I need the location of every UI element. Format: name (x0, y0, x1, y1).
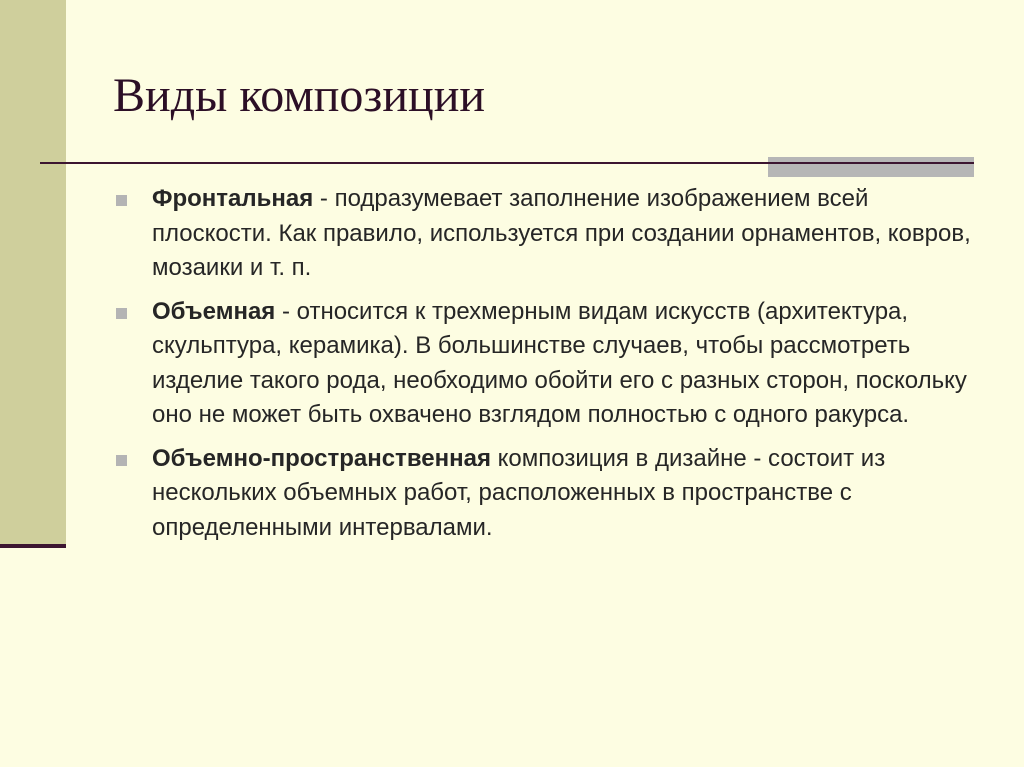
bullet-term: Фронтальная (152, 185, 314, 212)
side-decoration-underline (0, 544, 66, 548)
bullet-square-icon (116, 455, 127, 466)
bullet-term: Объемная (152, 297, 276, 325)
title-accent-divider (768, 162, 974, 164)
bullet-item-frontal (112, 182, 982, 286)
bullet-text: композиция в дизайне - состоит из нескольких объемных работ, расположенных в пространстве с определенными интервалами. (152, 444, 886, 541)
bullet-item-spatial (112, 442, 982, 546)
bullet-item-volumetric (112, 295, 982, 433)
bullet-list (112, 182, 982, 554)
bullet-square-icon (116, 308, 127, 319)
bullet-text: - относится к трехмерным видам искусств (архитектура, скульптура, керамика). В большинстве случаев, чтобы рассмотреть изделие такого рода, необходимо обойти его с разных сторон, поскольку оно не может быть охвачено взглядом полностью с одного ракурса. (152, 297, 967, 428)
bullet-term: Объемно-пространственная (152, 444, 491, 472)
slide-title: Виды композиции (113, 69, 486, 122)
title-accent-bar (768, 157, 974, 177)
bullet-square-icon (116, 195, 127, 206)
bullet-text: - подразумевает заполнение изображением всей плоскости. Как правило, используется при создании орнаментов, ковров, мозаики и т. п. (152, 185, 971, 281)
side-decoration-bar (0, 0, 66, 548)
